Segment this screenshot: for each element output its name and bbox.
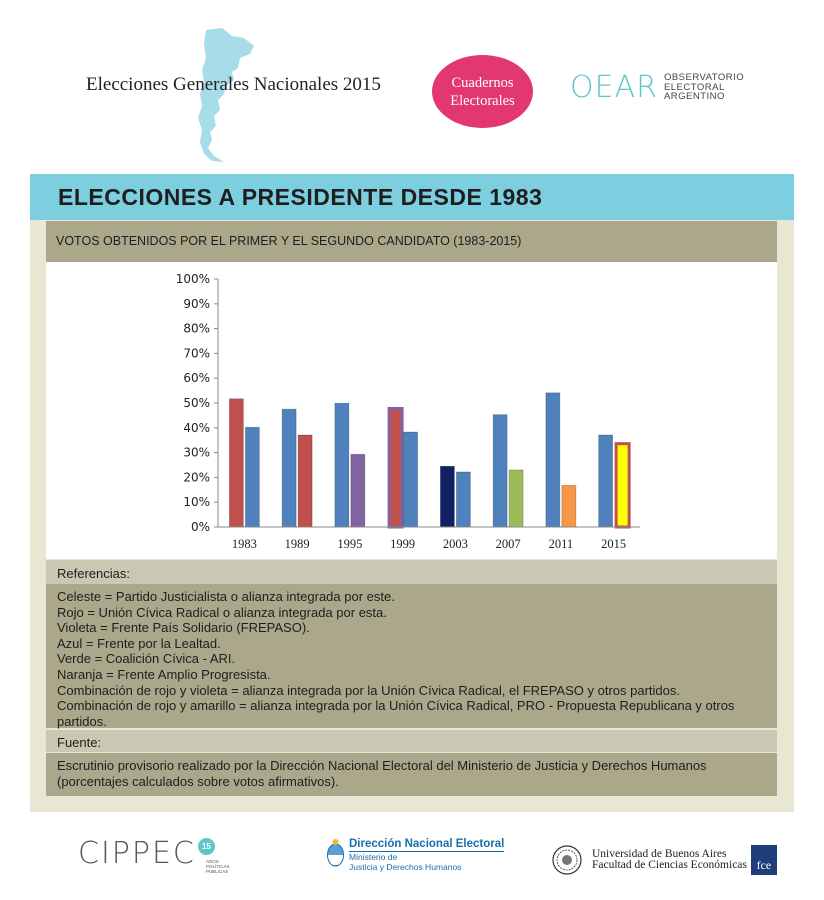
oear-logo-text — [664, 73, 744, 102]
fce-badge: fce — [751, 845, 777, 875]
oear-line-3: ARGENTINO — [663, 91, 725, 103]
bar-1989-second — [298, 435, 312, 527]
y-tick-label: 10% — [183, 495, 210, 510]
x-tick-label: 1999 — [390, 537, 416, 551]
bar-1995-second — [351, 454, 365, 527]
bar-2015-second — [616, 444, 629, 527]
y-tick-label: 0% — [190, 520, 210, 534]
x-axis — [218, 527, 640, 551]
bar-1983-first — [229, 399, 243, 527]
reference-item: Violeta = Frente País Solidario (FREPASO). — [57, 620, 310, 636]
bar-1989-first — [282, 409, 296, 527]
reference-item: Verde = Coalición Cívica - ARI. — [57, 651, 236, 667]
badge-line-1: Cuadernos — [451, 74, 514, 91]
y-tick-label: 30% — [183, 445, 210, 460]
y-tick-label: 70% — [183, 346, 210, 361]
bar-1999-first — [389, 408, 402, 527]
cippec-logo — [78, 836, 230, 874]
y-tick-label: 60% — [183, 371, 210, 386]
y-tick-label: 90% — [183, 296, 210, 311]
uba-fce-logo — [552, 845, 777, 875]
x-tick-label: 2015 — [601, 537, 627, 551]
bar-2015-first — [599, 435, 613, 527]
y-tick-label: 100% — [175, 272, 210, 286]
bar-2003-first — [440, 466, 454, 527]
reference-item: Celeste = Partido Justicialista o alianza integrada por este. — [57, 589, 395, 604]
x-tick-label: 1989 — [284, 537, 310, 551]
y-axis — [176, 272, 218, 534]
x-tick-label: 2007 — [495, 537, 521, 551]
bar-1999-second — [404, 432, 418, 527]
y-tick-label: 20% — [183, 470, 210, 485]
bar-2011-first — [546, 393, 560, 527]
y-tick-label: 80% — [183, 321, 210, 336]
cippec-15-badge: 15 — [198, 838, 215, 855]
source-heading: Fuente: — [57, 735, 102, 750]
references-header-band — [46, 560, 777, 584]
reference-item: Combinación de rojo y amarillo = alianza integrada por la Unión Cívica Radical, PRO - Propuesta Republicana y otros partidos. — [57, 698, 735, 729]
bar-2007-second — [509, 470, 523, 527]
references-list — [57, 589, 769, 729]
reference-item: Combinación de rojo y violeta = alianza integrada por la Unión Cívica Radical, el FREPASO y otros partidos. — [57, 682, 680, 698]
oear-logo — [570, 70, 744, 105]
cippec-wordmark: CIPPEC — [78, 836, 196, 871]
oear-line-2: ELECTORAL — [663, 81, 725, 93]
bar-2011-second — [562, 485, 576, 527]
argentina-shield-icon — [327, 838, 344, 868]
reference-item: Rojo = Unión Cívica Radical o alianza integrada por esta. — [57, 604, 387, 620]
references-heading: Referencias: — [57, 566, 130, 581]
cuadernos-electorales-badge — [432, 55, 533, 128]
main-title: ELECCIONES A PRESIDENTE DESDE 1983 — [58, 184, 543, 210]
dne-title: Dirección Nacional Electoral — [349, 838, 505, 850]
dne-logo — [327, 838, 504, 872]
x-tick-label: 1995 — [337, 537, 363, 551]
source-text: Escrutinio provisorio realizado por la Dirección Nacional Electoral del Ministerio de Justicia y Derechos Humanos (porcentajes calculados sobre votos afirmativos). — [57, 758, 707, 789]
y-tick-label: 50% — [183, 396, 210, 410]
badge-line-2: Electorales — [450, 92, 515, 109]
x-tick-label: 2003 — [442, 537, 468, 551]
y-tick-label: 40% — [183, 420, 210, 435]
header-title: Elecciones Generales Nacionales 2015 — [86, 74, 381, 95]
dne-ministry-line-1: Ministerio de — [349, 852, 398, 862]
bars — [229, 393, 629, 527]
x-tick-label: 1983 — [231, 537, 257, 551]
bar-1983-second — [245, 427, 259, 527]
x-tick-label: 2011 — [548, 537, 574, 551]
oear-line-1: OBSERVATORIO — [663, 72, 745, 84]
bar-1995-first — [335, 403, 349, 527]
reference-item: Naranja = Frente Amplio Progresista. — [57, 666, 271, 682]
uba-line-1: Universidad de Buenos Aires — [592, 847, 727, 860]
dne-ministry-line-2: Justicia y Derechos Humanos — [349, 862, 462, 872]
chart-subtitle: VOTOS OBTENIDOS POR EL PRIMER Y EL SEGUNDO CANDIDATO (1983-2015) — [56, 234, 522, 248]
cippec-subtext: AÑOS POLÍTICAS PÚBLICAS — [206, 859, 230, 874]
bar-chart — [46, 262, 777, 559]
bar-2007-first — [493, 415, 507, 527]
oear-logo-mark: OEAR — [570, 70, 658, 105]
reference-item: Azul = Frente por la Lealtad. — [57, 635, 221, 651]
source-header-band — [46, 730, 777, 752]
bar-2003-second — [456, 472, 470, 527]
uba-line-2: Facultad de Ciencias Económicas — [592, 859, 747, 871]
uba-seal-icon — [552, 845, 582, 875]
